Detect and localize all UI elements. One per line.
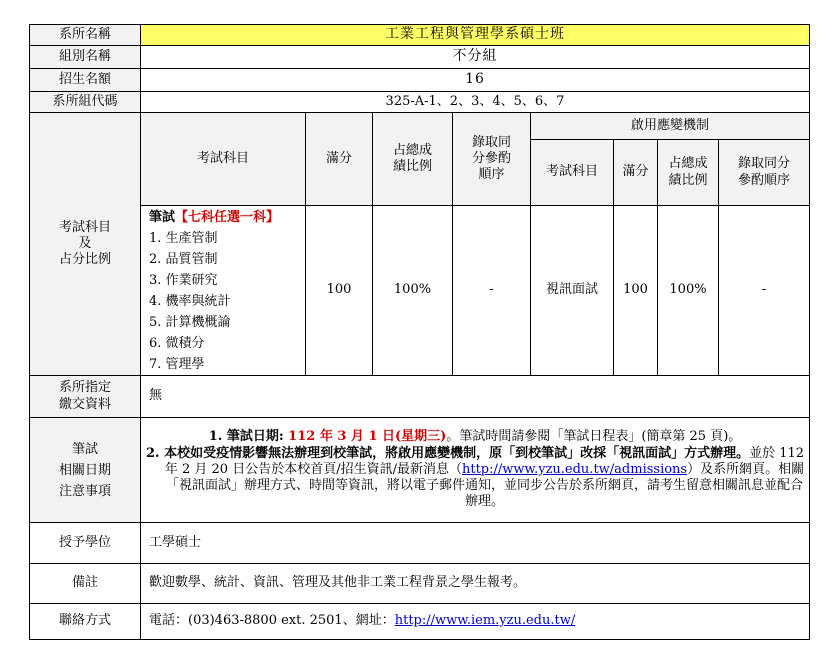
note-2 bbox=[141, 446, 809, 511]
header-ratio-text: 占總成績比例 bbox=[392, 142, 432, 174]
required-docs-value: 無 bbox=[141, 376, 810, 418]
header-c-ratio-text: 占總成績比例 bbox=[668, 156, 708, 188]
row-quota bbox=[30, 69, 810, 92]
c-full-score-value: 100 bbox=[614, 206, 658, 376]
subjects-cell bbox=[141, 206, 306, 376]
quota-value: 16 bbox=[141, 69, 810, 92]
c-subject-value: 視訊面試 bbox=[531, 206, 614, 376]
label-required-docs bbox=[30, 376, 141, 418]
dept-website-link[interactable]: http://www.iem.yzu.edu.tw/ bbox=[394, 613, 576, 629]
header-c-full-score: 滿分 bbox=[614, 140, 658, 206]
subject-item: 1. 生產管制 bbox=[149, 231, 218, 246]
subject-item: 4. 機率與統計 bbox=[149, 294, 231, 309]
label-exam-line3: 占分比例 bbox=[58, 252, 111, 268]
label-remarks: 備註 bbox=[30, 564, 141, 604]
label-notes-line3: 注意事項 bbox=[58, 483, 111, 499]
row-exam-header-1 bbox=[30, 113, 810, 140]
contact-prefix: 電話：(03)463-8800 ext. 2501、網址： bbox=[149, 613, 395, 629]
label-docs-line2: 繳交資料 bbox=[58, 396, 111, 412]
header-order-text: 錄取同分參酌順序 bbox=[471, 134, 511, 183]
row-dept-name bbox=[30, 25, 810, 46]
note-1-date: 112 年 3 月 1 日(星期三) bbox=[288, 429, 447, 445]
c-order-value: - bbox=[719, 206, 810, 376]
header-subject: 考試科目 bbox=[141, 113, 306, 206]
label-degree: 授予學位 bbox=[30, 523, 141, 564]
full-score-value: 100 bbox=[306, 206, 373, 376]
row-degree bbox=[30, 523, 810, 564]
header-c-subject: 考試科目 bbox=[531, 140, 614, 206]
header-c-ratio bbox=[658, 140, 719, 206]
note-2-text2: ）及系所網頁。相關「視訊面試」辦理方式、時間等資訊，將以電子郵件通知，並同步公告於系所網頁，請考生留意相關訊息並配合辦理。 bbox=[165, 461, 805, 510]
label-quota: 招生名額 bbox=[30, 69, 141, 92]
c-ratio-value: 100% bbox=[658, 206, 719, 376]
dept-name-value: 工業工程與管理學系碩士班 bbox=[141, 25, 810, 46]
label-group-name: 組別名稱 bbox=[30, 46, 141, 69]
subject-item: 6. 微積分 bbox=[149, 336, 205, 351]
dept-code-value: 325-A-1、2、3、4、5、6、7 bbox=[141, 92, 810, 113]
row-dept-code bbox=[30, 92, 810, 113]
admissions-link[interactable]: http://www.yzu.edu.tw/admissions bbox=[461, 461, 688, 477]
written-choice: 【七科任選一科】 bbox=[175, 210, 280, 225]
label-docs-line1: 系所指定 bbox=[58, 380, 111, 396]
written-heading bbox=[141, 206, 305, 228]
subject-item: 5. 計算機概論 bbox=[149, 315, 231, 330]
group-name-value: 不分組 bbox=[141, 46, 810, 69]
order-value: - bbox=[453, 206, 531, 376]
label-contact: 聯絡方式 bbox=[30, 604, 141, 640]
subject-item: 7. 管理學 bbox=[149, 357, 205, 372]
header-ratio bbox=[373, 113, 453, 206]
label-exam-subjects bbox=[30, 113, 141, 376]
admission-info-table bbox=[29, 24, 810, 640]
row-required-docs bbox=[30, 376, 810, 418]
note-1-suffix: 。筆試時間請參閱「筆試日程表」(簡章第 25 頁)。 bbox=[446, 429, 742, 445]
label-exam-line2: 及 bbox=[78, 235, 92, 251]
note-2-text1: 並於 112 年 2 月 20 日公告於本校首頁/招生資訊/最新消息（ bbox=[164, 445, 805, 477]
note-1 bbox=[141, 429, 809, 445]
ratio-value: 100% bbox=[373, 206, 453, 376]
note-2-bold: 2. 本校如受疫情影響無法辦理到校筆試，將啟用應變機制，原「到校筆試」改採「視訊面試」方式辦理。 bbox=[145, 445, 750, 461]
header-full-score: 滿分 bbox=[306, 113, 373, 206]
label-written-notes bbox=[30, 418, 141, 523]
note-1-prefix: 1. 筆試日期: bbox=[208, 429, 289, 445]
header-c-order bbox=[719, 140, 810, 206]
row-contact bbox=[30, 604, 810, 640]
label-notes-line2: 相關日期 bbox=[58, 462, 111, 478]
subject-item: 2. 品質管制 bbox=[149, 252, 218, 267]
label-exam-line1: 考試科目 bbox=[58, 219, 111, 235]
header-order bbox=[453, 113, 531, 206]
row-exam-values bbox=[30, 206, 810, 376]
subject-list bbox=[141, 228, 305, 375]
header-contingency: 啟用應變機制 bbox=[531, 113, 810, 140]
label-notes-line1: 筆試 bbox=[71, 441, 98, 457]
remarks-value: 歡迎數學、統計、資訊、管理及其他非工業工程背景之學生報考。 bbox=[141, 564, 810, 604]
header-c-order-text: 錄取同分參酌順序 bbox=[737, 156, 790, 188]
row-group-name bbox=[30, 46, 810, 69]
label-dept-code: 系所組代碼 bbox=[30, 92, 141, 113]
subject-item: 3. 作業研究 bbox=[149, 273, 218, 288]
label-dept-name: 系所名稱 bbox=[30, 25, 141, 46]
written-notes-content bbox=[141, 418, 810, 523]
degree-value: 工學碩士 bbox=[141, 523, 810, 564]
written-label: 筆試 bbox=[149, 210, 176, 225]
row-written-notes bbox=[30, 418, 810, 523]
row-remarks bbox=[30, 564, 810, 604]
contact-value bbox=[141, 604, 810, 640]
